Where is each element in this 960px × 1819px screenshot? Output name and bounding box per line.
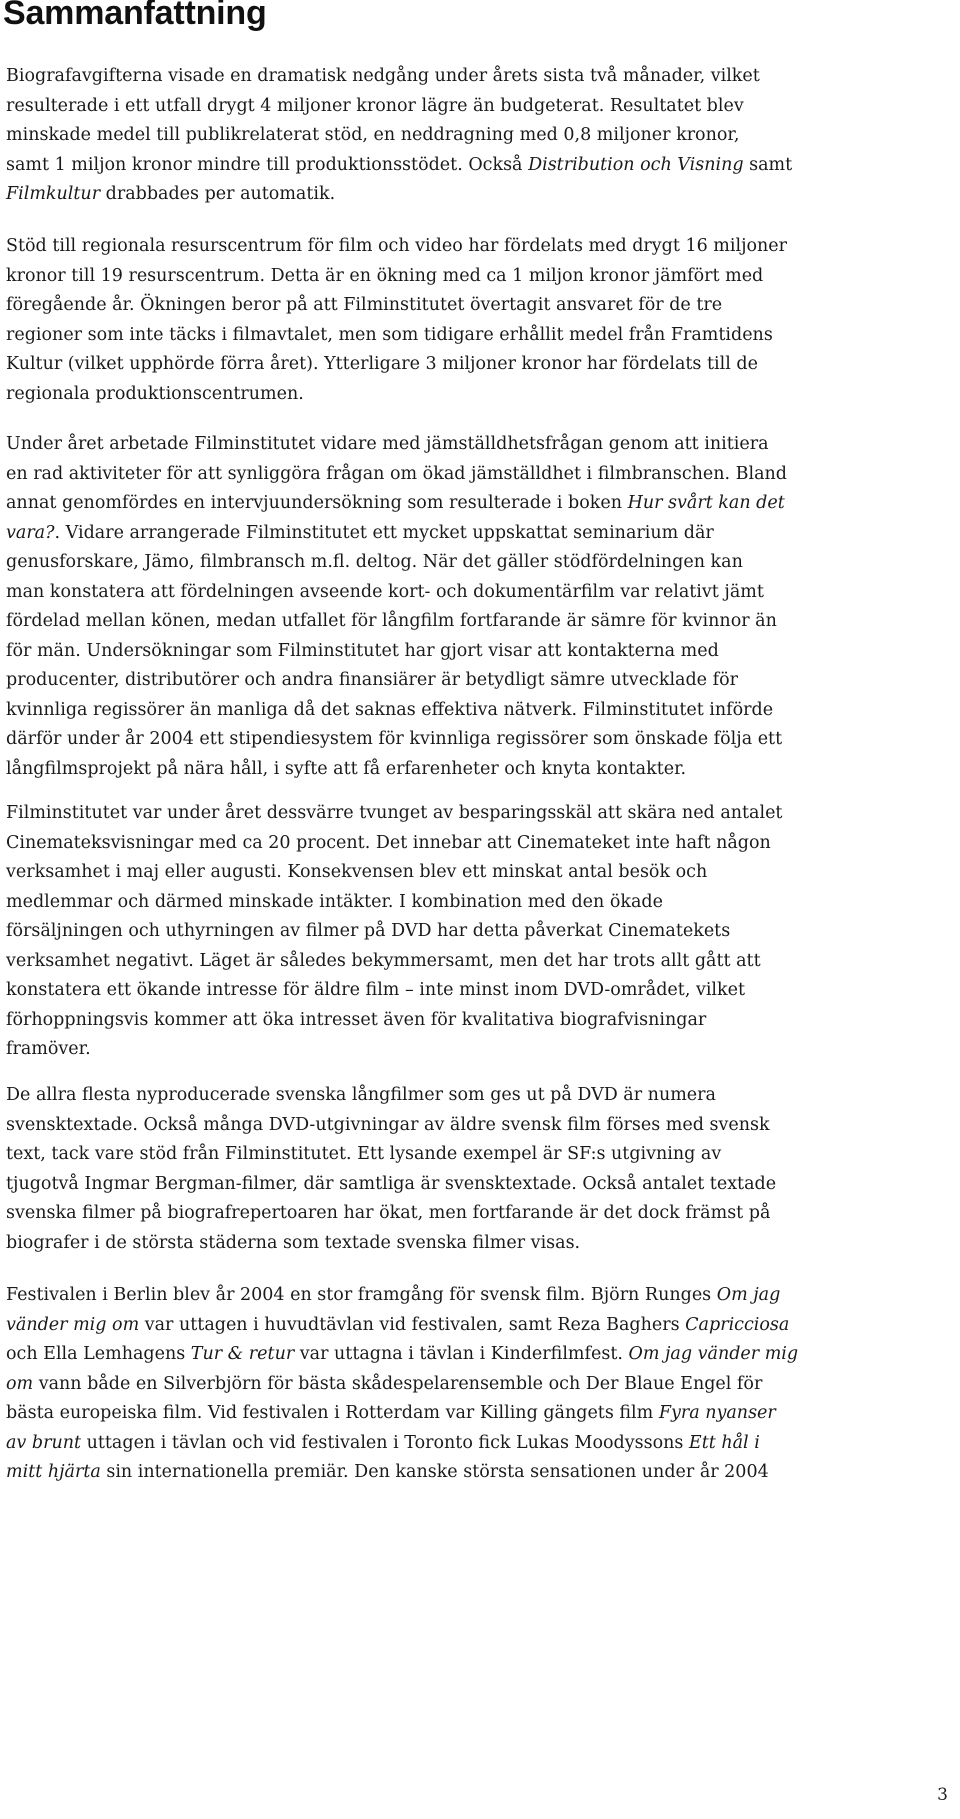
paragraph-regional-centers: [6, 232, 826, 409]
text-line: [6, 548, 826, 578]
italic-title: Hur svårt kan det: [627, 493, 785, 513]
text-line: [6, 696, 826, 726]
text-line: [6, 1370, 826, 1400]
text-line: [6, 489, 826, 519]
paragraph-budget: [6, 62, 826, 210]
italic-title: Capricciosa: [685, 1314, 790, 1335]
text-line: [6, 917, 826, 947]
italic-title: Fyra nyanser: [658, 1403, 776, 1423]
text-run: kronor till 19 resurscentrum. Detta är en ökning med ca 1 miljon kronor jämfört med: [6, 265, 764, 286]
text-line: [6, 725, 826, 755]
text-run: kvinnliga regissörer än manliga då det saknas effektiva nätverk. Filminstitutet införde: [6, 699, 774, 720]
text-line: [6, 1458, 826, 1488]
text-line: [6, 1111, 826, 1141]
text-run: svenska filmer på biografrepertoaren har ökat, men fortfarande är det dock främst på: [6, 1203, 771, 1223]
italic-title: vänder mig om: [6, 1314, 140, 1335]
italic-title: om: [6, 1373, 34, 1394]
paragraph-cinemateket: [6, 799, 826, 1065]
italic-title: Distribution och Visning: [528, 154, 744, 175]
text-line: [6, 1170, 826, 1200]
italic-title: Om jag: [716, 1285, 781, 1305]
text-run: svensktextade. Också många DVD-utgivningar av äldre svensk film förses med svensk: [6, 1114, 770, 1135]
text-line: [6, 519, 826, 549]
text-run: en rad aktiviteter för att synliggöra frågan om ökad jämställdhet i filmbranschen. Bland: [6, 463, 788, 484]
italic-title: mitt hjärta: [6, 1462, 101, 1482]
text-run: var uttagna i tävlan i Kinderfilmfest.: [294, 1344, 629, 1364]
text-line: [6, 1140, 826, 1170]
text-run: drabbades per automatik.: [100, 184, 336, 204]
text-run: långfilmsprojekt på nära håll, i syfte att få erfarenheter och knyta kontakter.: [6, 758, 687, 779]
text-run: resulterade i ett utfall drygt 4 miljoner kronor lägre än budgeterat. Resultatet blev: [6, 95, 744, 116]
text-run: uttagen i tävlan och vid festivalen i Toronto fick Lukas Moodyssons: [81, 1432, 689, 1453]
text-line: [6, 232, 826, 262]
text-line: [6, 1035, 826, 1065]
italic-title: Ett hål i: [688, 1432, 760, 1453]
text-line: [6, 666, 826, 696]
text-run: minskade medel till publikrelaterat stöd, en neddragning med 0,8 miljoner kronor,: [6, 125, 740, 145]
text-run: medlemmar och därmed minskade intäkter. I kombination med den ökade: [6, 891, 663, 912]
text-run: vann både en Silverbjörn för bästa skådespelarensemble och Der Blaue Engel för: [33, 1373, 763, 1394]
text-line: [6, 1429, 826, 1459]
text-line: [6, 799, 826, 829]
text-run: verksamhet negativt. Läget är således bekymmersamt, men det har trots allt gått att: [6, 950, 761, 971]
text-line: [6, 92, 826, 122]
text-run: försäljningen och uthyrningen av filmer på DVD har detta påverkat Cinematekets: [6, 921, 731, 941]
text-run: text, tack vare stöd från Filminstitutet. Ett lysande exempel är SF:s utgivning av: [6, 1144, 722, 1164]
text-line: [6, 637, 826, 667]
text-run: Festivalen i Berlin blev år 2004 en stor framgång för svensk film. Björn Runges: [6, 1285, 717, 1305]
text-run: framöver.: [6, 1039, 91, 1059]
section-heading: Sammanfattning: [3, 0, 267, 32]
text-line: [6, 1399, 826, 1429]
italic-title: Tur & retur: [190, 1344, 295, 1364]
text-run: annat genomfördes en intervjuundersökning som resulterade i boken: [6, 493, 628, 513]
italic-title: vara?: [6, 522, 55, 543]
text-line: [6, 62, 826, 92]
text-line: [6, 262, 826, 292]
text-line: [6, 607, 826, 637]
text-line: [6, 460, 826, 490]
text-line: [6, 947, 826, 977]
text-run: verksamhet i maj eller augusti. Konsekvensen blev ett minskat antal besök och: [6, 862, 708, 882]
text-line: [6, 350, 826, 380]
text-line: [6, 1340, 826, 1370]
text-line: [6, 888, 826, 918]
text-line: [6, 321, 826, 351]
text-line: [6, 1081, 826, 1111]
text-run: regionala produktionscentrumen.: [6, 383, 304, 404]
text-run: De allra flesta nyproducerade svenska långfilmer som ges ut på DVD är numera: [6, 1085, 716, 1105]
page-number: 3: [937, 1785, 948, 1805]
italic-title: Filmkultur: [6, 184, 101, 204]
text-run: Under året arbetade Filminstitutet vidare med jämställdhetsfrågan genom att initiera: [6, 434, 769, 454]
paragraph-festivals: [6, 1281, 826, 1488]
text-run: Cinemateksvisningar med ca 20 procent. Det innebar att Cinemateket inte haft någon: [6, 832, 771, 853]
text-line: [6, 151, 826, 181]
text-run: bästa europeiska film. Vid festivalen i Rotterdam var Killing gängets film: [6, 1403, 659, 1423]
text-run: Filminstitutet var under året dessvärre tvunget av besparingsskäl att skära ned antalet: [6, 803, 783, 823]
text-line: [6, 291, 826, 321]
text-run: man konstatera att fördelningen avseende kort- och dokumentärfilm var relativt jämt: [6, 581, 764, 602]
text-line: [6, 121, 826, 151]
text-line: [6, 578, 826, 608]
text-line: [6, 976, 826, 1006]
text-run: Kultur (vilket upphörde förra året). Ytterligare 3 miljoner kronor har fördelats till de: [6, 354, 758, 374]
text-run: . Vidare arrangerade Filminstitutet ett mycket uppskattat seminarium där: [54, 522, 714, 543]
text-line: [6, 1229, 826, 1259]
text-run: föregående år. Ökningen beror på att Filminstitutet övertagit ansvaret för de tre: [6, 295, 723, 315]
text-run: Biografavgifterna visade en dramatisk nedgång under årets sista två månader, vilket: [6, 66, 760, 86]
text-run: förhoppningsvis kommer att öka intresset även för kvalitativa biografvisningar: [6, 1009, 707, 1030]
text-line: [6, 858, 826, 888]
text-run: och Ella Lemhagens: [6, 1344, 191, 1364]
text-line: [6, 1199, 826, 1229]
text-run: tjugotvå Ingmar Bergman-filmer, där samtliga är svensktextade. Också antalet textade: [6, 1173, 777, 1194]
italic-title: Om jag vänder mig: [628, 1344, 799, 1364]
text-run: biografer i de största städerna som textade svenska filmer visas.: [6, 1232, 581, 1253]
text-run: för män. Undersökningar som Filminstitutet har gjort visar att kontakterna med: [6, 640, 719, 661]
text-line: [6, 1311, 826, 1341]
text-run: konstatera ett ökande intresse för äldre film – inte minst inom DVD-området, vilket: [6, 980, 746, 1000]
text-run: regioner som inte täcks i filmavtalet, men som tidigare erhållit medel från Framtidens: [6, 324, 773, 345]
text-line: [6, 380, 826, 410]
text-run: var uttagen i huvudtävlan vid festivalen, samt Reza Baghers: [139, 1314, 686, 1335]
paragraph-gender-equality: [6, 430, 826, 784]
text-line: [6, 829, 826, 859]
text-run: fördelad mellan könen, medan utfallet för långfilm fortfarande är sämre för kvinnor än: [6, 611, 777, 631]
text-run: samt 1 miljon kronor mindre till produktionsstödet. Också: [6, 154, 529, 175]
text-line: [6, 180, 826, 210]
text-run: sin internationella premiär. Den kanske största sensationen under år 2004: [100, 1462, 769, 1482]
text-line: [6, 755, 826, 785]
text-run: därför under år 2004 ett stipendiesystem för kvinnliga regissörer som önskade följa ett: [6, 729, 783, 749]
text-line: [6, 1281, 826, 1311]
text-line: [6, 1006, 826, 1036]
text-run: genusforskare, Jämo, filmbransch m.fl. deltog. När det gäller stödfördelningen kan: [6, 552, 743, 572]
text-line: [6, 430, 826, 460]
text-run: producenter, distributörer och andra finansiärer är betydligt sämre utvecklade för: [6, 670, 738, 690]
paragraph-subtitling: [6, 1081, 826, 1258]
italic-title: av brunt: [6, 1432, 82, 1453]
text-run: Stöd till regionala resurscentrum för film och video har fördelats med drygt 16 miljoner: [6, 236, 788, 256]
text-run: samt: [743, 154, 793, 175]
